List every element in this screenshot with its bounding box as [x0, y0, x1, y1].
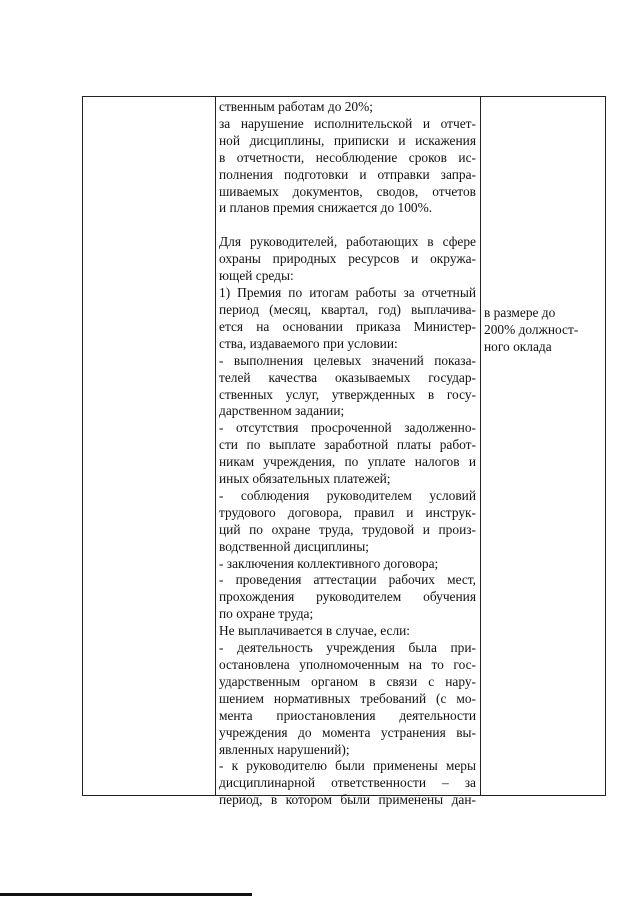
text-line: ющей среды: — [219, 268, 294, 284]
text-line: полнения подготовки и отправки запра- — [219, 166, 476, 182]
text-line: шением нормативных требований (с мо- — [219, 690, 476, 706]
text-line: Не выплачивается в случае, если: — [219, 623, 411, 639]
text-line: по охране труда; — [219, 606, 314, 622]
text-line: ций по охране труда, трудовой и произ- — [219, 521, 476, 537]
text-line: ударственным органом в связи с нару- — [219, 673, 476, 689]
text-line: ется на основании приказа Министер- — [219, 318, 476, 334]
bonus-amount-cell — [484, 305, 602, 356]
bonus-amount-line: в размере до — [484, 305, 556, 320]
text-line: мента приостановления деятельности — [219, 707, 476, 723]
text-line: и планов премия снижается до 100%. — [219, 200, 433, 216]
text-line: явленных нарушений); — [219, 741, 350, 757]
text-line: - к руководителю были применены меры — [219, 758, 476, 774]
text-line: иных обязательных платежей; — [219, 471, 391, 487]
text-line: телей качества оказываемых государ- — [219, 369, 476, 385]
text-line: шиваемых документов, сводов, отчетов — [219, 183, 476, 199]
footer-rule — [0, 893, 252, 896]
conditions-cell — [219, 99, 476, 808]
text-line: сти по выплате заработной платы работ- — [219, 437, 476, 453]
text-line: Для руководителей, работающих в сфере — [219, 234, 476, 250]
text-line: учреждения до момента устранения вы- — [219, 724, 476, 740]
text-line: ства, издаваемого при условии: — [219, 335, 398, 351]
column-divider-left — [215, 97, 216, 795]
paragraph-gap — [219, 217, 476, 234]
text-line: ной дисциплины, приписки и искажения — [219, 132, 476, 148]
text-line: никам учреждения, по уплате налогов и — [219, 454, 476, 470]
bonus-amount-line: ного оклада — [484, 338, 552, 354]
text-line: водственной дисциплины; — [219, 538, 370, 554]
text-line: остановлена уполномоченным на то гос- — [219, 657, 476, 672]
column-divider-right — [480, 97, 481, 795]
document-table — [82, 96, 606, 808]
bonus-amount-line: 200% должност- — [484, 321, 579, 337]
text-line: за нарушение исполнительской и отчет- — [219, 115, 476, 131]
text-line: дисциплинарной ответственности – за — [219, 775, 476, 791]
text-line: - выполнения целевых значений показа- — [219, 352, 476, 368]
text-line: дарственном задании; — [219, 403, 345, 419]
text-line: ственным работам до 20%; — [219, 99, 374, 114]
text-line: в отчетности, несоблюдение сроков ис- — [219, 149, 476, 165]
text-line: ственных услуг, утвержденных в госу- — [219, 386, 476, 402]
text-line: период (месяц, квартал, год) выплачива- — [219, 301, 476, 317]
text-line: период, в котором были применены дан- — [219, 792, 476, 808]
text-line: - заключения коллективного договора; — [219, 555, 439, 571]
text-line: - деятельность учреждения была при- — [219, 640, 476, 656]
text-line: прохождения руководителем обучения — [219, 589, 476, 605]
text-line: охраны природных ресурсов и окружа- — [219, 251, 476, 267]
text-line: трудового договора, правил и инструк- — [219, 504, 476, 520]
text-line: 1) Премия по итогам работы за отчетный — [219, 285, 476, 301]
text-line: - соблюдения руководителем условий — [219, 487, 476, 503]
text-line: - отсутствия просроченной задолженно- — [219, 420, 476, 436]
text-line: - проведения аттестации рабочих мест, — [219, 572, 476, 588]
